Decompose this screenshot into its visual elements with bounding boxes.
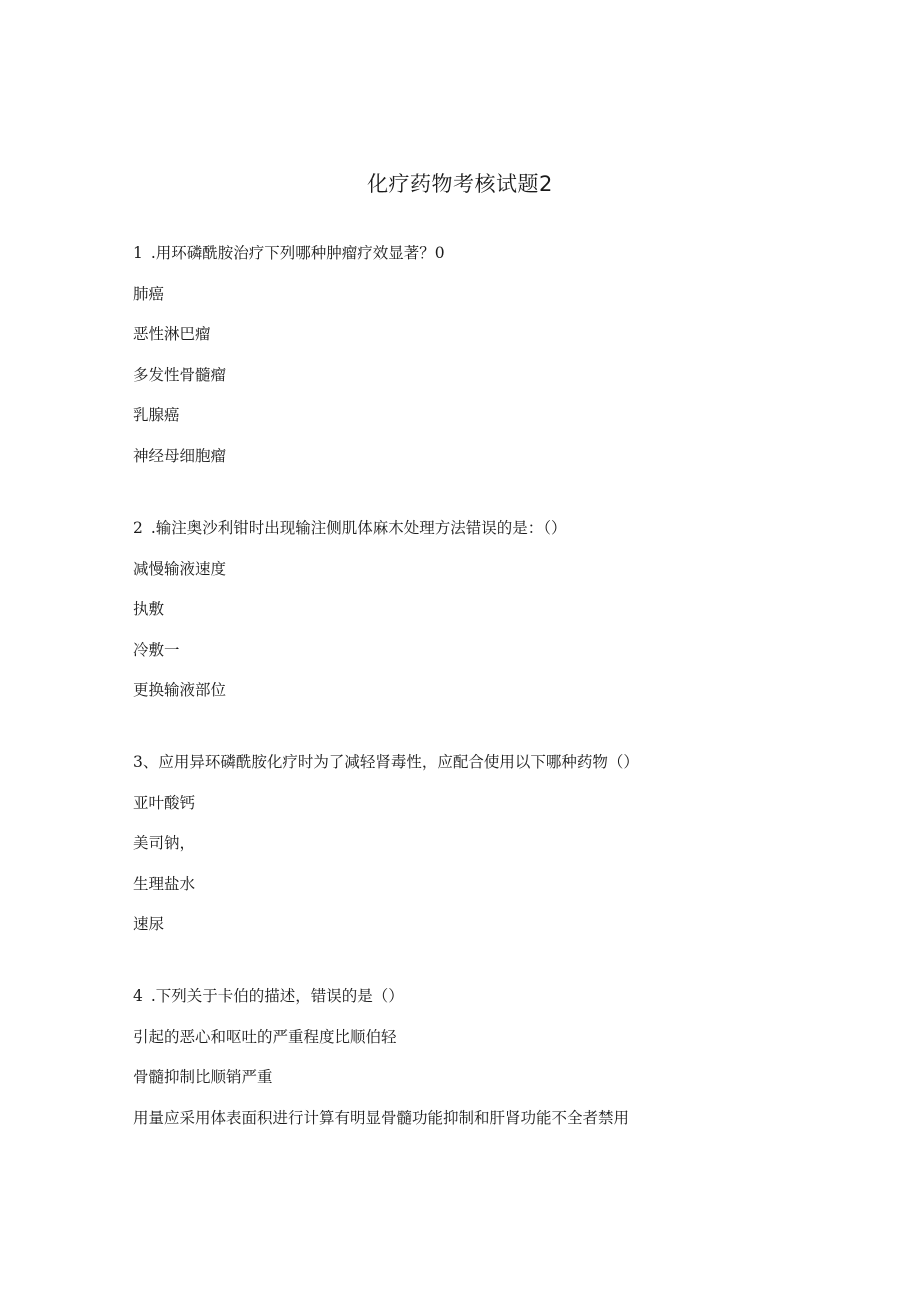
question-1-stem (133, 242, 445, 264)
question-1-option-4: 乳腺癌 (133, 406, 180, 424)
question-2-option-1: 减慢输液速度 (133, 560, 227, 578)
question-number: 2 (133, 519, 143, 537)
question-2-stem (133, 517, 567, 539)
question-1-option-5: 神经母细胞瘤 (133, 447, 227, 465)
question-2-option-3: 冷敷一 (133, 641, 180, 659)
question-number: 4 (133, 987, 143, 1005)
question-4-option-1: 引起的恶心和呕吐的严重程度比顺伯轻 (133, 1028, 397, 1046)
question-text: .下列关于卡伯的描述，错误的是（） (150, 987, 404, 1005)
question-3-stem: 3、应用异环磷酰胺化疗时为了减轻肾毒性，应配合使用以下哪种药物（） (133, 753, 639, 771)
question-2-option-2: 执敷 (133, 600, 165, 618)
question-number: 1 (133, 244, 143, 262)
question-1-option-1: 肺癌 (133, 285, 165, 303)
question-3-option-4: 速尿 (133, 915, 165, 933)
question-4-stem (133, 985, 404, 1007)
question-3-option-2: 美司钠， (133, 834, 196, 852)
question-2-option-4: 更换输液部位 (133, 681, 227, 699)
question-3-option-1: 亚叶酸钙 (133, 794, 196, 812)
question-text: .输注奥沙利钳时出现输注侧肌体麻木处理方法错误的是：（） (150, 519, 567, 537)
question-1-option-3: 多发性骨髓瘤 (133, 366, 227, 384)
question-3-option-3: 生理盐水 (133, 875, 196, 893)
question-4-option-3: 用量应采用体表面积进行计算有明显骨髓功能抑制和肝肾功能不全者禁用 (133, 1109, 630, 1127)
question-text: .用环磷酰胺治疗下列哪种肿瘤疗效显著？0 (150, 244, 445, 262)
question-1-option-2: 恶性淋巴瘤 (133, 325, 211, 343)
document-title: 化疗药物考核试题2 (367, 172, 553, 196)
question-4-option-2: 骨髓抑制比顺销严重 (133, 1068, 273, 1086)
